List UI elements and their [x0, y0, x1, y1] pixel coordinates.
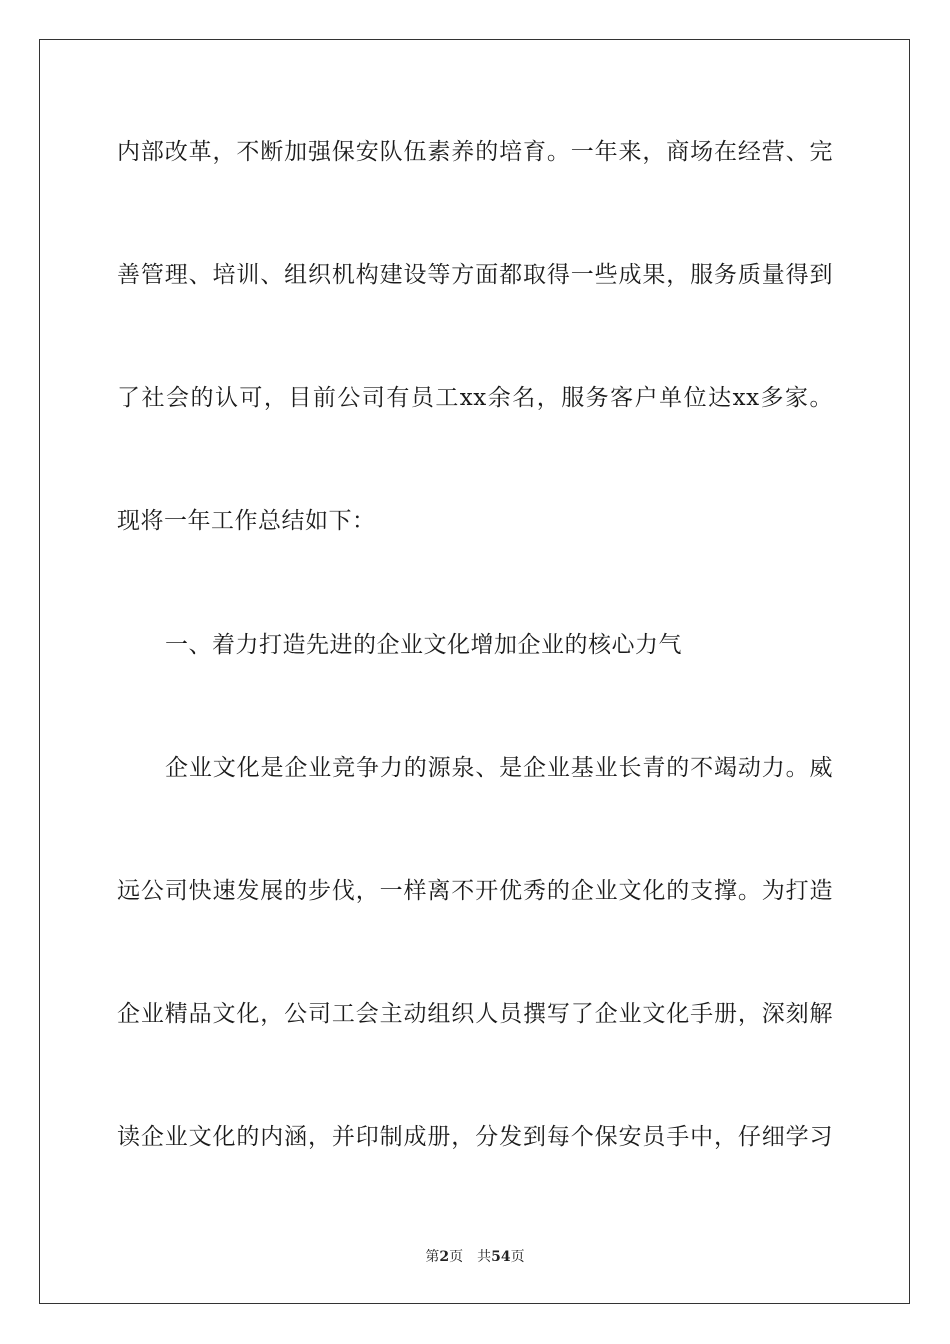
footer-current-page: 2 — [439, 1249, 450, 1265]
footer-total-prefix: 共 — [477, 1249, 492, 1265]
footer-total-pages: 54 — [491, 1249, 511, 1265]
body-line-3: 了社会的认可，目前公司有员工xx余名，服务客户单位达xx多家。 — [117, 385, 833, 411]
page-footer — [0, 1248, 950, 1266]
body-line-7: 远公司快速发展的步伐，一样离不开优秀的企业文化的支撑。为打造 — [117, 878, 833, 904]
section-heading: 一、着力打造先进的企业文化增加企业的核心力气 — [165, 632, 682, 658]
body-line-4: 现将一年工作总结如下： — [117, 508, 376, 534]
body-line-1: 内部改革，不断加强保安队伍素养的培育。一年来，商场在经营、完 — [117, 139, 833, 165]
footer-page-word: 页 — [449, 1249, 464, 1265]
footer-total-suffix: 页 — [510, 1249, 525, 1265]
body-line-2: 善管理、培训、组织机构建设等方面都取得一些成果，服务质量得到 — [117, 262, 833, 288]
body-line-9: 读企业文化的内涵，并印制成册，分发到每个保安员手中，仔细学习 — [117, 1124, 833, 1150]
page-border — [39, 39, 910, 1304]
footer-prefix: 第 — [425, 1249, 440, 1265]
body-line-8: 企业精品文化，公司工会主动组织人员撰写了企业文化手册，深刻解 — [117, 1001, 833, 1027]
body-line-6: 企业文化是企业竞争力的源泉、是企业基业长青的不竭动力。威 — [165, 755, 833, 781]
